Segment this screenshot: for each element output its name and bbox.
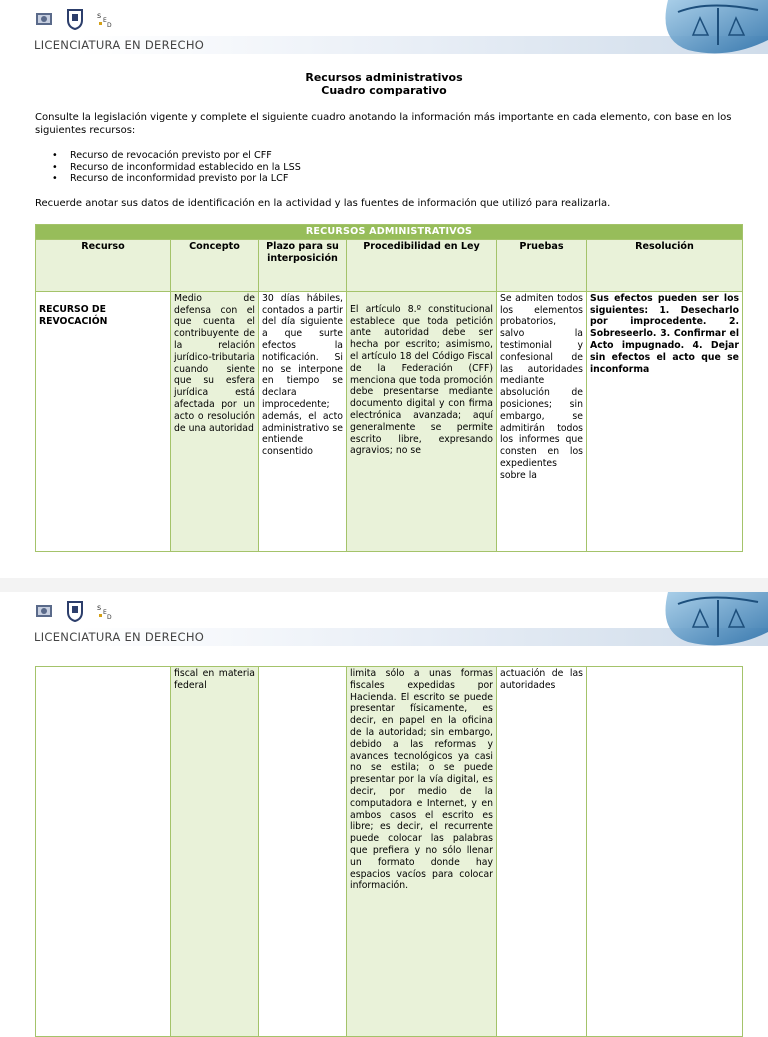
shield-logo-icon: [66, 8, 84, 30]
unam-logo-icon: [34, 9, 54, 29]
cell-plazo: 30 días hábiles, contados a partir del día siguiente a que surte efectos la notificación. Si no se interpone en tiempo se declara improcedente; además, el acto administrativo se entiende consentido: [259, 291, 347, 551]
scales-of-justice-icon: [648, 592, 768, 652]
scales-of-justice-icon: [648, 0, 768, 60]
cell-concepto: Medio de defensa con el que cuenta el contribuyente de la relación jurídico-tributaria cuando siente que su esfera jurídica está afectada por un acto o resolución de una autoridad: [171, 291, 259, 551]
header-recurso: Recurso: [36, 239, 171, 291]
table-row: [36, 667, 743, 1037]
header-resolucion: Resolución: [587, 239, 743, 291]
program-title: LICENCIATURA EN DERECHO: [34, 38, 205, 52]
program-title: LICENCIATURA EN DERECHO: [34, 630, 205, 644]
svg-text:D: D: [107, 22, 112, 28]
svg-text:s: s: [97, 11, 102, 20]
list-item: • Recurso de inconformidad establecido en la LSS: [52, 162, 301, 174]
title-line-2: Cuadro comparativo: [321, 84, 447, 97]
reminder-text: Recuerde anotar sus datos de identificación en la actividad y las fuentes de información que utilizó para realizarla.: [35, 198, 611, 209]
cell-resolucion: Sus efectos pueden ser los siguientes: 1. Desecharlo por improcedente. 2. Sobreseerlo. 3. Confirmar el Acto impugnado. 4. Dejar sin efectos el acto que se inconforma: [587, 291, 743, 551]
cell-concepto: fiscal en materia federal: [171, 667, 259, 1037]
cell-pruebas: actuación de las autoridades: [497, 667, 587, 1037]
title-line-1: Recursos administrativos: [305, 71, 463, 84]
page-gap: [0, 578, 768, 592]
comparison-table: [35, 224, 743, 552]
table-banner-row: [36, 225, 743, 240]
header-procedibilidad: Procedibilidad en Ley: [347, 239, 497, 291]
cell-recurso: [36, 667, 171, 1037]
cell-pruebas: Se admiten todos los elementos probatorios, salvo la testimonial y confesional de las autoridades mediante absolución de posiciones; sin embargo, se admitirán todos los informes que consten en los expedientes sobre la: [497, 291, 587, 551]
cell-plazo: [259, 667, 347, 1037]
cell-procedibilidad: limita sólo a unas formas fiscales expedidas por Hacienda. El escrito se puede presentar físicamente, es decir, en papel en la oficina de la autoridad; sin embargo, debido a las reformas y avances tecnológicos ya casi no se estila; o se puede presentar por la vía digital, es decir, por medio de la computadora e Internet, y en ambos casos el escrito es libre; es decir, el recurrente puede colocar las palabras que prefiera y no sólo llenar un formato donde hay espacios vacíos para colocar información.: [347, 667, 497, 1037]
cell-resolucion: [587, 667, 743, 1037]
unam-logo-icon: [34, 601, 54, 621]
svg-text:D: D: [107, 614, 112, 620]
svg-text:E: E: [103, 17, 107, 24]
table-row: [36, 291, 743, 551]
page-2: [0, 592, 768, 1024]
svg-text:E: E: [103, 609, 107, 616]
shield-logo-icon: [66, 600, 84, 622]
intro-text: Consulte la legislación vigente y complete el siguiente cuadro anotando la información más importante en cada elemento, con base en los siguientes recursos:: [35, 112, 732, 136]
header-concepto: Concepto: [171, 239, 259, 291]
table-header-row: [36, 239, 743, 291]
list-item: • Recurso de inconformidad previsto por la LCF: [52, 173, 301, 185]
sead-logo-icon: [96, 602, 114, 620]
table-banner: RECURSOS ADMINISTRATIVOS: [36, 225, 743, 240]
list-item: • Recurso de revocación previsto por el CFF: [52, 150, 301, 162]
comparison-table-continued: [35, 666, 743, 1037]
cell-recurso: RECURSO DE REVOCACIÓN: [36, 291, 171, 551]
header-logos: [34, 600, 114, 622]
header-logos: [34, 8, 114, 30]
svg-text:s: s: [97, 603, 102, 612]
cell-procedibilidad: El artículo 8.º constitucional establece que toda petición ante autoridad debe ser hecha por escrito; asimismo, el artículo 18 del Código Fiscal de la Federación (CFF) menciona que toda promoción debe presentarse mediante documento digital y con firma electrónica avanzada; aquí generalmente se permite escrito libre, expresando agravios; no se: [347, 291, 497, 551]
header-plazo: Plazo para su interposición: [259, 239, 347, 291]
document-title: [0, 71, 768, 97]
sead-logo-icon: [96, 10, 114, 28]
resource-list: [52, 150, 301, 185]
header-pruebas: Pruebas: [497, 239, 587, 291]
